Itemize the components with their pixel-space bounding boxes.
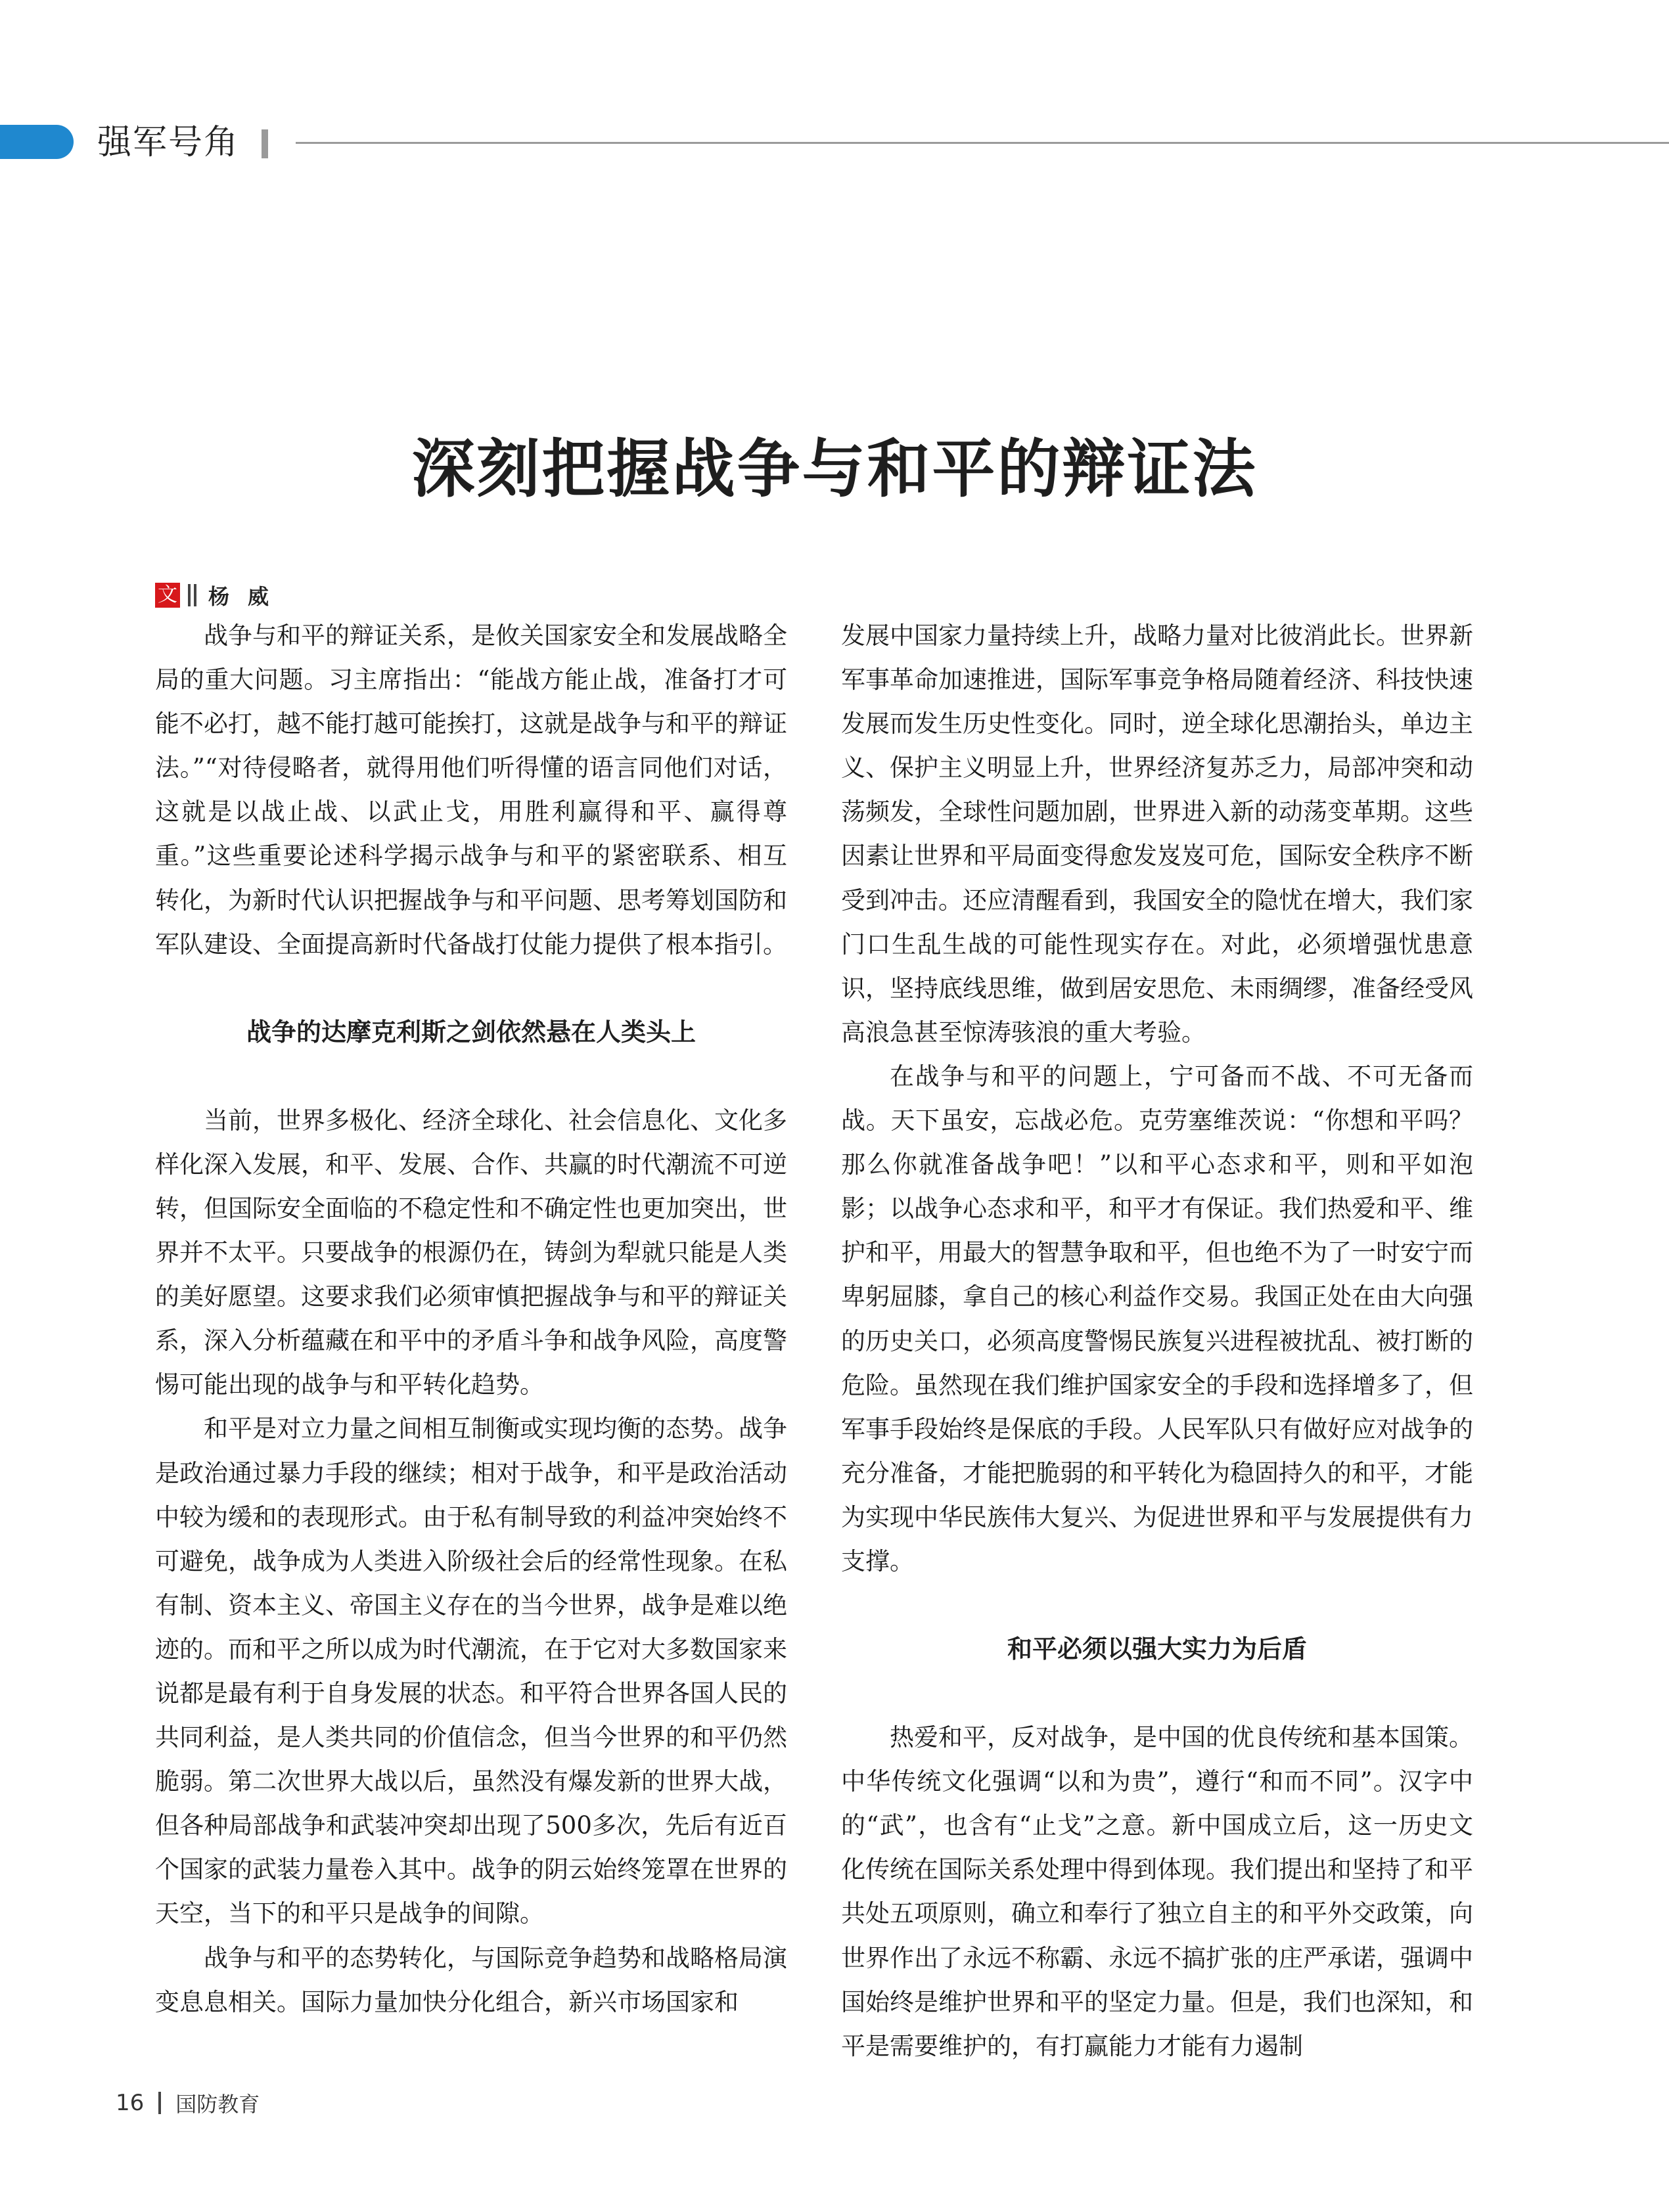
header-rule bbox=[296, 142, 1669, 144]
byline-divider bbox=[194, 584, 196, 606]
section-divider bbox=[262, 129, 268, 158]
subheading: 和平必须以强大实力为后盾 bbox=[1007, 1635, 1307, 1664]
paragraph: 战争与和平的态势转化，与国际竞争趋势和战略格局演变息息相关。国际力量加快分化组合，新兴市场国家和 bbox=[155, 1943, 787, 2016]
author-badge: 文 bbox=[155, 583, 180, 608]
section-label: 强军号角 bbox=[97, 123, 240, 162]
section-accent-bar bbox=[0, 125, 74, 159]
page-number: 16 bbox=[116, 2090, 145, 2116]
paragraph: 和平是对立力量之间相互制衡或实现均衡的态势。战争是政治通过暴力手段的继续；相对于战争，和平是政治活动中较为缓和的表现形式。由于私有制导致的利益冲突始终不可避免，战争成为人类进入阶级社会后的经常性现象。在私有制、资本主义、帝国主义存在的当今世界，战争是难以绝迹的。而和平之所以成为时代潮流，在于它对大多数国家来说都是最有利于自身发展的状态。和平符合世界各国人民的共同利益，是人类共同的价值信念，但当今世界的和平仍然脆弱。第二次世界大战以后，虽然没有爆发新的世界大战，但各种局部战争和武装冲突却出现了500多次，先后有近百个国家的武装力量卷入其中。战争的阴云始终笼罩在世界的天空，当下的和平只是战争的间隙。 bbox=[155, 1414, 787, 1928]
paragraph: 在战争与和平的问题上，宁可备而不战、不可无备而战。天下虽安，忘战必危。克劳塞维茨说：“你想和平吗？那么你就准备战争吧！”以和平心态求和平，则和平如泡影；以战争心态求和平，和平才有保证。我们热爱和平、维护和平，用最大的智慧争取和平，但也绝不为了一时安宁而卑躬屈膝，拿自己的核心利益作交易。我国正处在由大向强的历史关口，必须高度警惕民族复兴进程被扰乱、被打断的危险。虽然现在我们维护国家安全的手段和选择增多了，但军事手段始终是保底的手段。人民军队只有做好应对战争的充分准备，才能把脆弱的和平转化为稳固持久的和平，才能为实现中华民族伟大复兴、为促进世界和平与发展提供有力支撑。 bbox=[841, 1062, 1473, 1575]
byline-divider bbox=[188, 584, 191, 606]
author-name: 杨威 bbox=[208, 584, 288, 609]
right-column bbox=[841, 614, 1473, 2068]
page-footer bbox=[116, 2088, 260, 2118]
byline bbox=[155, 581, 287, 610]
paragraph-continued: 发展中国家力量持续上升，战略力量对比彼消此长。世界新军事革命加速推进，国际军事竞争格局随着经济、科技快速发展而发生历史性变化。同时，逆全球化思潮抬头，单边主义、保护主义明显上升，世界经济复苏乏力，局部冲突和动荡频发，全球性问题加剧，世界进入新的动荡变革期。这些因素让世界和平局面变得愈发岌岌可危，国际安全秩序不断受到冲击。还应清醒看到，我国安全的隐忧在增大，我们家门口生乱生战的可能性现实存在。对此，必须增强忧患意识，坚持底线思维，做到居安思危、未雨绸缪，准备经受风高浪急甚至惊涛骇浪的重大考验。 bbox=[841, 621, 1473, 1047]
article-title: 深刻把握战争与和平的辩证法 bbox=[411, 432, 1258, 507]
paragraph: 当前，世界多极化、经济全球化、社会信息化、文化多样化深入发展，和平、发展、合作、共赢的时代潮流不可逆转，但国际安全面临的不稳定性和不确定性也更加突出，世界并不太平。只要战争的根源仍在，铸剑为犁就只能是人类的美好愿望。这要求我们必须审慎把握战争与和平的辩证关系，深入分析蕴藏在和平中的矛盾斗争和战争风险，高度警惕可能出现的战争与和平转化趋势。 bbox=[155, 1106, 787, 1399]
magazine-name: 国防教育 bbox=[175, 2092, 260, 2117]
left-column bbox=[155, 614, 787, 2024]
paragraph-intro: 战争与和平的辩证关系，是攸关国家安全和发展战略全局的重大问题。习主席指出：“能战方能止战，准备打才可能不必打，越不能打越可能挨打，这就是战争与和平的辩证法。”“对待侵略者，就得用他们听得懂的语言同他们对话，这就是以战止战、以武止戈，用胜利赢得和平、赢得尊重。”这些重要论述科学揭示战争与和平的紧密联系、相互转化，为新时代认识把握战争与和平问题、思考筹划国防和军队建设、全面提高新时代备战打仗能力提供了根本指引。 bbox=[155, 621, 787, 959]
paragraph: 热爱和平，反对战争，是中国的优良传统和基本国策。中华传统文化强调“以和为贵”，遵行“和而不同”。汉字中的“武”，也含有“止戈”之意。新中国成立后，这一历史文化传统在国际关系处理中得到体现。我们提出和坚持了和平共处五项原则，确立和奉行了独立自主的和平外交政策，向世界作出了永远不称霸、永远不搞扩张的庄严承诺，强调中国始终是维护世界和平的坚定力量。但是，我们也深知，和平是需要维护的，有打赢能力才能有力遏制 bbox=[841, 1723, 1473, 2060]
subheading: 战争的达摩克利斯之剑依然悬在人类头上 bbox=[246, 1017, 696, 1047]
footer-divider bbox=[158, 2092, 161, 2114]
